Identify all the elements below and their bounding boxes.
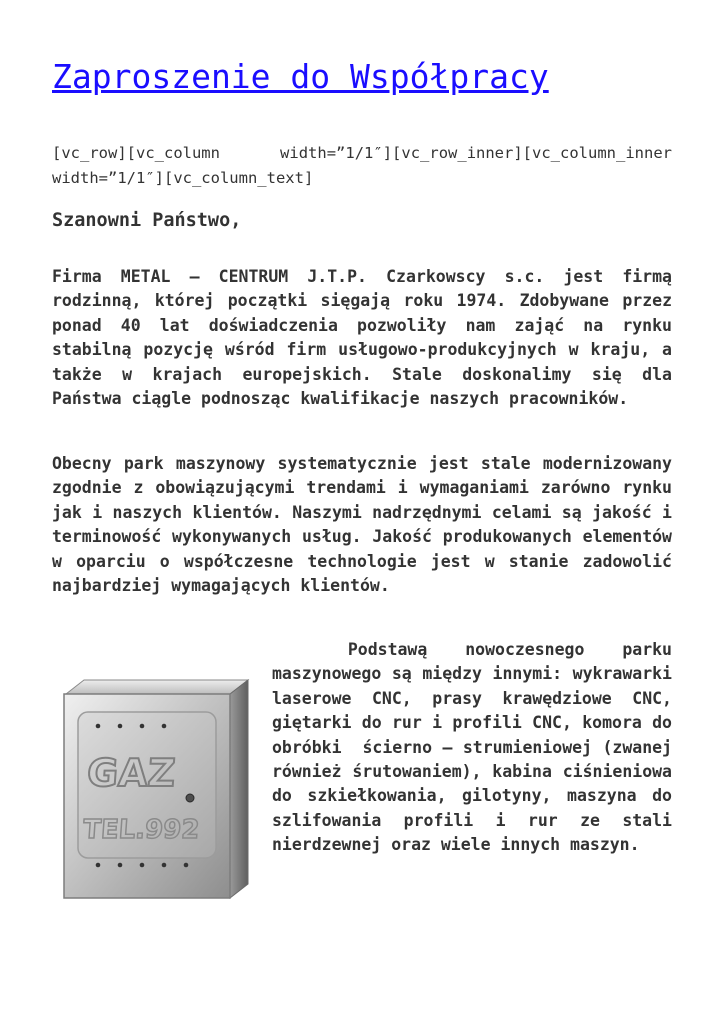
greeting-heading: Szanowni Państwo, [52, 210, 242, 231]
shortcode-text: [vc_row][vc_column width=”1/1″][vc_row_inner][vc_column_inner width=”1/1″][vc_column_text] [52, 144, 672, 187]
paragraph-machinery-park: Obecny park maszynowy systematycznie jest stale modernizowany zgodnie z obowiązującymi trendami i wymaganiami zarówno rynku jak i naszych klientów. Naszymi nadrzędnymi celami są jakość i terminowość wykonywanych usług. Jakość produkowanych elementów w oparciu o współczesne technologie jest w stanie zadowolić najbardziej wymagających klientów. [52, 454, 672, 596]
svg-text:GAZ: GAZ [85, 751, 177, 795]
page-title-link[interactable]: Zaproszenie do Współpracy [52, 57, 549, 96]
gas-meter-cabinet-image [58, 676, 254, 900]
paragraph-company-history: Firma METAL – CENTRUM J.T.P. Czarkowscy s.c. jest firmą rodzinną, której początki sięgają roku 1974. Zdobywane przez ponad 40 lat doświadczenia pozwoliły nam zająć na rynku stabilną pozycję wśród firm usługowo-produkcyjnych w kraju, a także w krajach europejskich. Stale doskonalimy się dla Państwa ciągle podnosząc kwalifikacje naszych pracowników. [52, 267, 672, 409]
svg-text:TEL.992: TEL.992 [82, 815, 201, 845]
paragraph-machinery-list: Podstawą nowoczesnego parku maszynowego są między innymi: wykrawarki laserowe CNC, prasy krawędziowe CNC, giętarki do rur i profili CNC, komora do obróbki ścierno – strumieniowej (zwanej również śrutowaniem), kabina ciśnieniowa do szkiełkowania, gilotyny, maszyna do szlifowania profili i rur ze stali nierdzewnej oraz wiele innych maszyn. [272, 640, 682, 855]
